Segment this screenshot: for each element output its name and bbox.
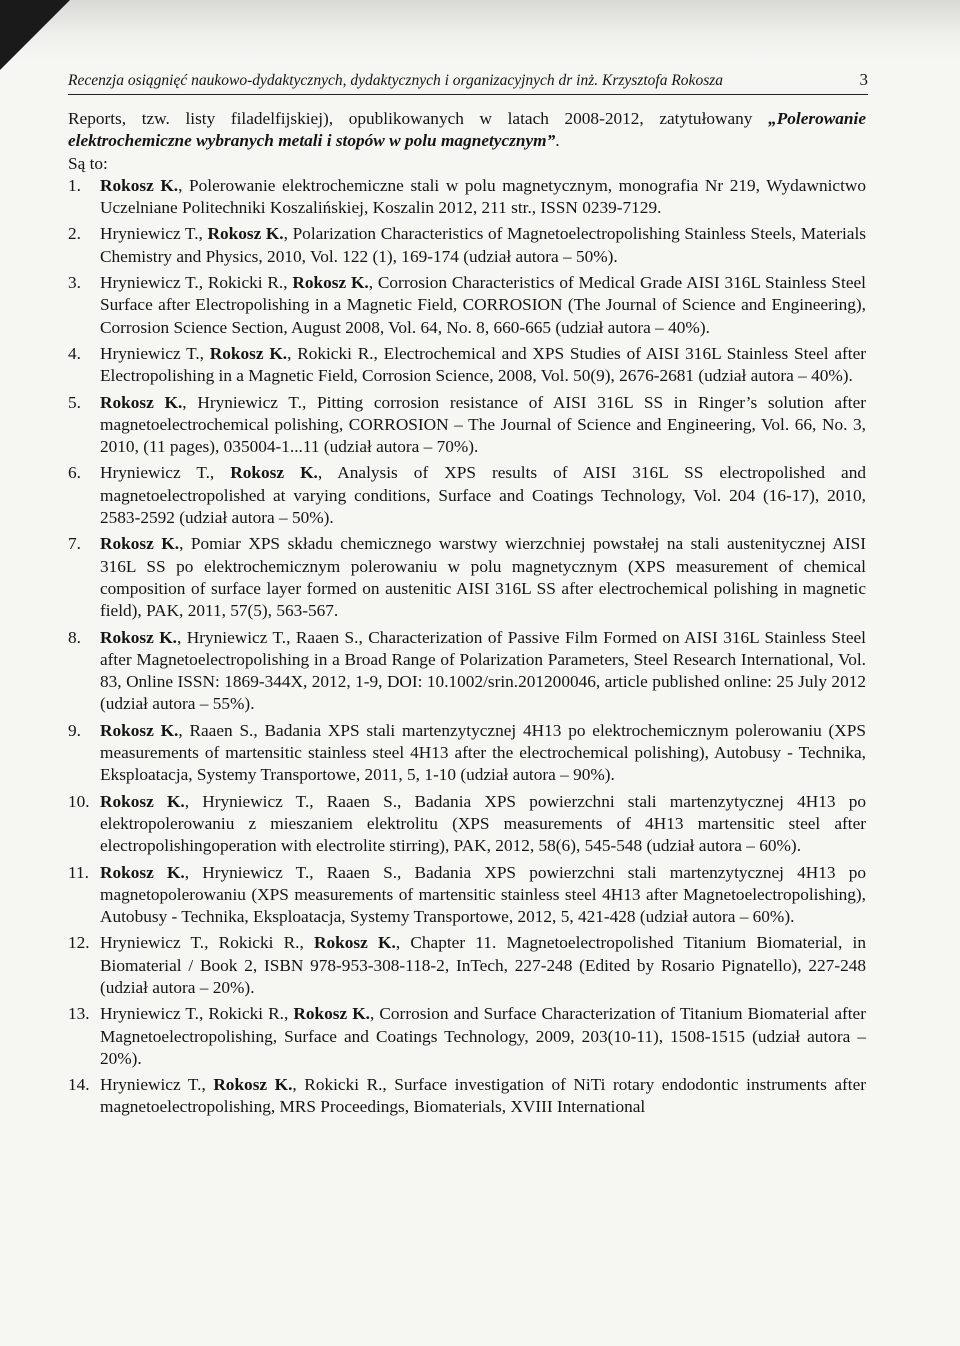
item-author-highlight: Rokosz K. xyxy=(100,862,185,882)
item-citation: , Rokicki R., Electrochemical and XPS Studies of AISI 316L Stainless Steel after Electropolishing in a Magnetic Field, Corrosion Science, 2008, Vol. 50(9), 2676-2681 (udział autora – 40%). xyxy=(100,343,866,386)
item-number: 9. xyxy=(68,720,81,740)
item-citation: , Hryniewicz T., Pitting corrosion resistance of AISI 316L SS in Ringer’s solution after magnetoelectrochemical polishing, CORROSION – The Journal of Science and Engineering, Vol. 66, No. 3, 2010, (11 pages), 035004-1...11 (udział autora – 70%). xyxy=(100,392,866,457)
item-authors-pre: Hryniewicz T., xyxy=(100,1075,214,1095)
item-authors-pre: Hryniewicz T., Rokicki R., xyxy=(100,1004,294,1024)
item-authors-pre: Hryniewicz T., xyxy=(100,224,208,244)
item-number: 11. xyxy=(68,862,89,882)
item-citation: , Hryniewicz T., Raaen S., Characterization of Passive Film Formed on AISI 316L Stainless Steel after Magnetoelectropolishing in a Broad Range of Polarization Parameters, Steel Research International, Vol. 83, Online ISSN: 1869-344X, 2012, 1-9, DOI: 10.1002/srin.201200046, article published online: 25 July 2012 (udział autora – 55%). xyxy=(100,627,866,714)
item-author-highlight: Rokosz K. xyxy=(207,224,284,244)
item-number: 1. xyxy=(68,175,81,195)
item-author-highlight: Rokosz K. xyxy=(293,1004,370,1024)
document-body xyxy=(68,108,866,1119)
publication-item xyxy=(68,720,866,787)
header-title: Recenzja osiągnięć naukowo-dydaktycznych, dydaktycznych i organizacyjnych dr inż. Krzysztofa Rokosza xyxy=(68,72,724,89)
item-citation: , Raaen S., Badania XPS stali martenzytycznej 4H13 po elektrochemicznym polerowaniu (XPS measurements of martensitic stainless steel 4H13 after the electrochemical polishing), Autobusy - Technika, Eksploatacja, Systemy Transportowe, 2011, 5, 1-10 (udział autora – 90%). xyxy=(100,720,866,785)
item-citation: , Hryniewicz T., Raaen S., Badania XPS powierzchni stali martenzytycznej 4H13 po magnetopolerowaniu (XPS measurements of martensitic stainless steel 4H13 after Magnetoelectropolishing), Autobusy - Technika, Eksploatacja, Systemy Transportowe, 2012, 5, 421-428 (udział autora – 60%). xyxy=(100,862,866,927)
item-authors-pre: Hryniewicz T., xyxy=(100,343,210,363)
item-citation: , Hryniewicz T., Raaen S., Badania XPS powierzchni stali martenzytycznej 4H13 po elektropolerowaniu z mieszaniem elektrolitu (XPS measurements of 4H13 martensitic steel after electropolishingoperation with electrolite stirring), PAK, 2012, 58(6), 545-548 (udział autora – 60%). xyxy=(100,791,866,856)
item-number: 4. xyxy=(68,343,81,363)
item-authors-pre: Hryniewicz T., xyxy=(100,463,231,483)
publication-item xyxy=(68,932,866,999)
intro-tail: . xyxy=(555,131,560,151)
publication-item xyxy=(68,1003,866,1070)
item-author-highlight: Rokosz K. xyxy=(292,273,369,293)
item-number: 13. xyxy=(68,1004,90,1024)
page-number: 3 xyxy=(859,70,868,89)
item-number: 2. xyxy=(68,224,81,244)
item-author-highlight: Rokosz K. xyxy=(209,343,288,363)
item-number: 3. xyxy=(68,273,81,293)
list-label: Są to: xyxy=(68,153,108,173)
publication-item xyxy=(68,272,866,339)
intro-paragraph xyxy=(68,108,866,175)
publication-item xyxy=(68,462,866,529)
item-author-highlight: Rokosz K. xyxy=(100,175,179,195)
item-author-highlight: Rokosz K. xyxy=(100,720,179,740)
item-number: 8. xyxy=(68,627,81,647)
publication-item xyxy=(68,627,866,716)
item-author-highlight: Rokosz K. xyxy=(213,1075,293,1095)
publication-item xyxy=(68,175,866,220)
publication-item xyxy=(68,223,866,268)
item-authors-pre: Hryniewicz T., Rokicki R., xyxy=(100,273,293,293)
running-header xyxy=(68,70,868,95)
publication-item xyxy=(68,1074,866,1119)
item-citation: , Chapter 11. Magnetoelectropolished Titanium Biomaterial, in Biomaterial / Book 2, ISBN 978-953-308-118-2, InTech, 227-248 (Edited by Rosario Pignatello), 227-248 (udział autora – 20%). xyxy=(100,933,866,997)
item-number: 6. xyxy=(68,463,81,483)
publication-item xyxy=(68,343,866,388)
monograph-title: „Polerowanie elektrochemiczne wybranych metali i stopów w polu magnetycznym” xyxy=(68,109,866,151)
item-citation: , Pomiar XPS składu chemicznego warstwy wierzchniej powstałej na stali austenitycznej AISI 316L SS po elektrochemicznym polerowaniu w polu magnetycznym (XPS measurement of chemical composition of surface layer formed on austenitic AISI 316L SS after electrochemical polishing in magnetic field), PAK, 2011, 57(5), 563-567. xyxy=(100,534,866,621)
publication-item xyxy=(68,533,866,622)
publication-item xyxy=(68,392,866,459)
scan-corner xyxy=(0,0,70,70)
item-number: 7. xyxy=(68,534,81,554)
item-author-highlight: Rokosz K. xyxy=(230,463,318,483)
item-citation: , Rokicki R., Surface investigation of NiTi rotary endodontic instruments after magnetoelectropolishing, MRS Proceedings, Biomaterials, XVIII International xyxy=(100,1075,866,1117)
item-citation: , Analysis of XPS results of AISI 316L SS electropolished and magnetoelectropolished at varying conditions, Surface and Coatings Technology, Vol. 204 (16-17), 2010, 2583-2592 (udział autora – 50%). xyxy=(100,463,866,528)
item-authors-pre: Hryniewicz T., Rokicki R., xyxy=(100,933,315,953)
item-number: 10. xyxy=(68,791,90,811)
publication-list xyxy=(68,175,866,1119)
publication-item xyxy=(68,862,866,929)
publication-item xyxy=(68,791,866,858)
item-number: 12. xyxy=(68,933,90,953)
item-citation: , Polarization Characteristics of Magnetoelectropolishing Stainless Steels, Materials Chemistry and Physics, 2010, Vol. 122 (1), 169-174 (udział autora – 50%). xyxy=(100,224,866,266)
item-author-highlight: Rokosz K. xyxy=(314,933,396,953)
item-author-highlight: Rokosz K. xyxy=(100,791,185,811)
item-author-highlight: Rokosz K. xyxy=(100,627,177,647)
item-citation: , Polerowanie elektrochemiczne stali w polu magnetycznym, monografia Nr 219, Wydawnictwo Uczelniane Politechniki Koszalińskiej, Koszalin 2012, 211 str., ISSN 0239-7129. xyxy=(100,175,866,218)
item-number: 5. xyxy=(68,392,81,412)
intro-text xyxy=(68,108,866,153)
item-number: 14. xyxy=(68,1075,90,1095)
scan-shadow xyxy=(0,0,960,60)
item-citation: , Corrosion Characteristics of Medical Grade AISI 316L Stainless Steel Surface after Electropolishing in a Magnetic Field, CORROSION (The Journal of Science and Engineering), Corrosion Science Section, August 2008, Vol. 64, No. 8, 660-665 (udział autora – 40%). xyxy=(100,273,866,337)
intro-lead: Reports, tzw. listy filadelfijskiej), opublikowanych w latach 2008-2012, zatytułowany xyxy=(68,109,769,128)
item-citation: , Corrosion and Surface Characterization of Titanium Biomaterial after Magnetoelectropolishing, Surface and Coatings Technology, 2009, 203(10-11), 1508-1515 (udział autora – 20%). xyxy=(100,1004,866,1068)
item-author-highlight: Rokosz K. xyxy=(100,392,183,412)
item-author-highlight: Rokosz K. xyxy=(100,534,180,554)
